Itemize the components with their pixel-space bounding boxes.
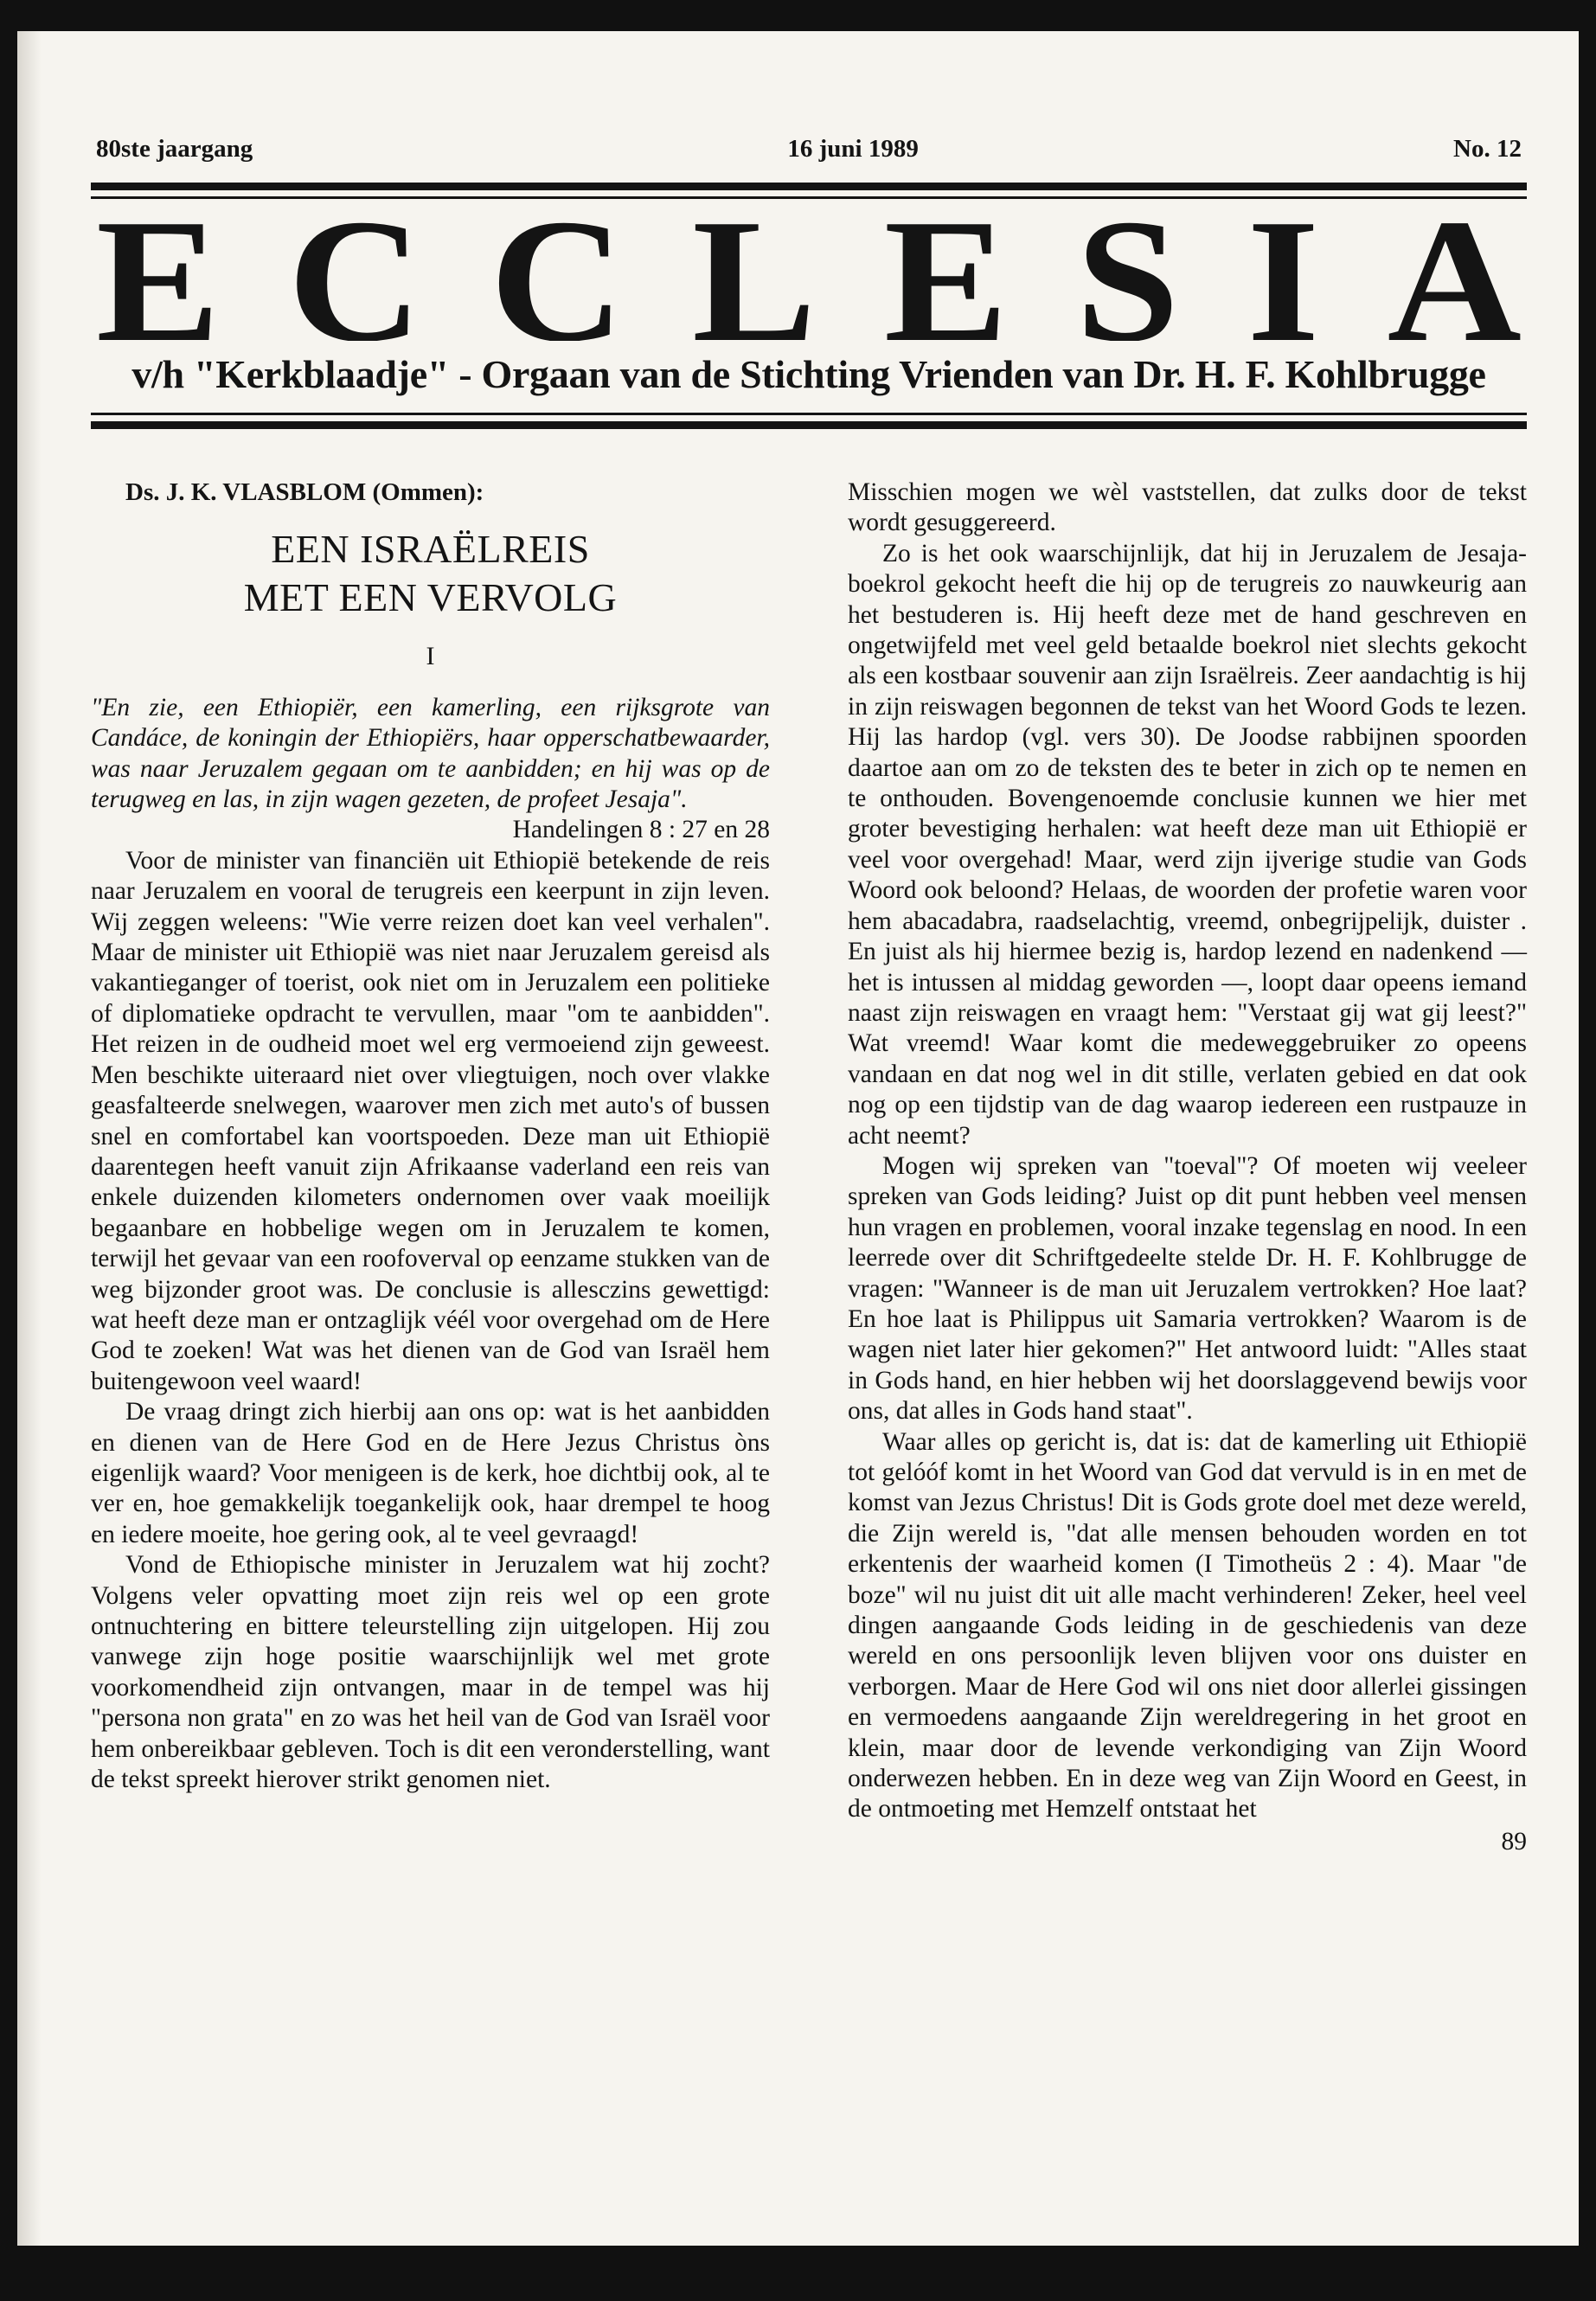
article-part: I: [426, 642, 435, 671]
article-title-line: EEN ISRAËLREIS: [271, 527, 590, 572]
masthead-letter: I: [1247, 192, 1320, 341]
right-column: [848, 478, 1527, 1857]
issue-number: No. 12: [1453, 135, 1522, 163]
paragraph: Mogen wij spreken van "toeval"? Of moeten wij veeleer spreken van Gods leiding? Juist op dit punt hebben veel mensen hun vragen en problemen, vooral inzake tegenslag en nood. In een leerrede over dit Schriftgedeelte stelde Dr. H. F. Kohlbrugge de vragen: "Wanneer is de man uit Jeruzalem vertrokken? Hoe laat? En hoe laat is Philippus uit Samaria vertrokken? Waarom is de wagen niet later hier gekomen?" Het antwoord luidt: "Alles staat in Gods hand, en hier hebben wij het doorslaggevend bewijs voor ons, dat alles in Gods hand staat".: [848, 1151, 1527, 1426]
masthead-subtitle: v/h "Kerkblaadje" - Orgaan van de Stichting Vrienden van Dr. H. F. Kohlbrugge: [131, 352, 1486, 396]
header-rule: [91, 183, 1527, 190]
page-number: 89: [1501, 1827, 1527, 1856]
scripture-reference: Handelingen 8 : 27 en 28: [512, 816, 770, 844]
paragraph: Zo is het ook waarschijnlijk, dat hij in Jeruzalem de Jesaja-boekrol gekocht heeft die hij op de terugreis zo nauwkeurig aan het bestuderen is. Hij heeft deze met de hand geschreven en ongetwijfeld met veel geld betaalde boekrol niet slechts gekocht als een kostbaar souvenir aan zijn Israëlreis. Zeer aandachtig is hij in zijn reiswagen begonnen de tekst van het Woord Gods te lezen. Hij las hardop (vgl. vers 30). De Joodse rabbijnen spoorden daartoe aan om zo de teksten des te beter in zich op te nemen en te onthouden. Bovengenoemde conclusie kunnen we hier met groter bevestiging herhalen: wat heeft deze man uit Ethiopië er veel voor overgehad! Maar, werd zijn ijverige studie van Gods Woord ook beloond? Helaas, de woorden der profetie waren voor hem abacadabra, raadselachtig, vreemd, onbegrijpelijk, duister . En juist als hij hiermee bezig is, hardop lezend en nadenkend — het is intussen al middag geworden —, loopt daar opeens iemand naast zijn reiswagen en vraagt hem: "Verstaat gij wat gij leest?" Wat vreemd! Waar komt die medeweggebruiker zo opeens vandaan en dat nog wel in dit stille, verlaten gebied en dat ook nog op een tijdstip van de dag waarop iedereen een rustpauze in acht neemt?: [848, 539, 1527, 1150]
header-line: [91, 135, 1527, 163]
magazine-page: [17, 31, 1579, 2246]
masthead-letter: A: [1387, 192, 1522, 341]
paragraph: De vraag dringt zich hierbij aan ons op: wat is het aanbidden en dienen van de Here God en de Here Jezus Christus òns eigenlijk waard? Voor menigeen is de kerk, hoe dichtbij ook, al te ver en, hoe gemakkelijk toegankelijk ook, haar drempel te hoog en iedere moeite, hoe gering ook, al te veel gevraagd!: [91, 1398, 770, 1548]
masthead-title: [91, 192, 1527, 341]
masthead-letter: L: [692, 192, 817, 341]
left-column: [91, 478, 770, 1857]
volume: 80ste jaargang: [96, 135, 253, 163]
paragraph: Vond de Ethiopische minister in Jeruzalem wat hij zocht? Volgens veler opvatting moet zijn reis wel op een grote ontnuchtering en bittere teleurstelling zijn uitgelopen. Hij zou vanwege zijn hoge positie waarschijnlijk wel met grote voorkomendheid zijn ontvangen, maar in de tempel was hij "persona non grata" en zo was het heil van de God van Israël voor hem onbereikbaar gebleven. Toch is dit een veronderstelling, want de tekst spreekt hierover strikt genomen niet.: [91, 1551, 770, 1794]
article-title-line: MET EEN VERVOLG: [243, 575, 618, 620]
page-content: [91, 135, 1527, 1857]
scripture-quote: "En zie, een Ethiopiër, een kamerling, een rijksgrote van Candáce, de koningin der Ethiopiërs, haar opperschatbewaarder, was naar Jeruzalem gegaan om te aanbidden; en hij was op de terugweg en las, in zijn wagen gezeten, de profeet Jesaja".: [91, 693, 770, 814]
paragraph: Voor de minister van financiën uit Ethiopië betekende de reis naar Jeruzalem en vooral de terugreis een keerpunt in zijn leven. Wij zeggen weleens: "Wie verre reizen doet kan veel verhalen". Maar de minister uit Ethiopië was niet naar Jeruzalem gereisd als vakantieganger of toerist, ook niet om in Jeruzalem een politieke of diplomatieke opdracht te vervullen, maar "om te aanbidden". Het reizen in de oudheid moet wel erg vermoeiend zijn geweest. Men beschikte uiteraard niet over vliegtuigen, noch over vlakke geasfalteerde snelwegen, waarover men zich met auto's of bussen snel en comfortabel kan voortspoeden. Deze man uit Ethiopië daarentegen heeft vanuit zijn Afrikaanse vaderland een reis van enkele duizenden kilometers ondernomen over vaak moeilijk begaanbare en hobbelige wegen om in Jeruzalem te komen, terwijl het gevaar van een roofoverval op eenzame stukken van de weg bijzonder groot was. De conclusie is allesczins gewettigd: wat heeft deze man er ontzaglijk véél voor overgehad om de Here God te zoeken! Wat was het dienen van de God van Israël hem buitengewoon veel waard!: [91, 846, 770, 1395]
paragraph: Waar alles op gericht is, dat is: dat de kamerling uit Ethiopië tot gelóóf komt in het Woord van God dat vervuld is in en met de komst van Jezus Christus! Dit is Gods grote doel met deze wereld, die Zijn wereld is, "dat alle mensen behouden worden en tot erkentenis der waarheid komen (I Timotheüs 2 : 4). Maar "de boze" wil nu juist dit uit alle macht verhinderen! Zeker, heel veel dingen aangaande Gods leiding in de geschiedenis van deze wereld en ons persoonlijk leven blijven voor ons duister en verborgen. Maar de Here God wil ons niet door allerlei gissingen en vermoedens aangaande Zijn wereldregering in het groot en klein, maar door de levende verkondiging van Zijn Woord onderwezen hebben. En in deze weg van Zijn Woord en Geest, in de ontmoeting met Hemzelf ontstaat het: [848, 1427, 1527, 1823]
issue-date: 16 juni 1989: [787, 135, 919, 163]
masthead-letter: S: [1075, 192, 1180, 341]
article-author: Ds. J. K. VLASBLOM (Ommen):: [125, 478, 484, 506]
masthead-letter: E: [96, 192, 221, 341]
article-columns: [91, 478, 1527, 1857]
masthead-letter: C: [490, 192, 625, 341]
article-title: [91, 525, 770, 622]
masthead-letter: E: [883, 192, 1009, 341]
masthead-rule: [91, 421, 1527, 429]
paragraph: Misschien mogen we wèl vaststellen, dat zulks door de tekst wordt gesuggereerd.: [848, 478, 1527, 537]
masthead-letter: C: [287, 192, 423, 341]
